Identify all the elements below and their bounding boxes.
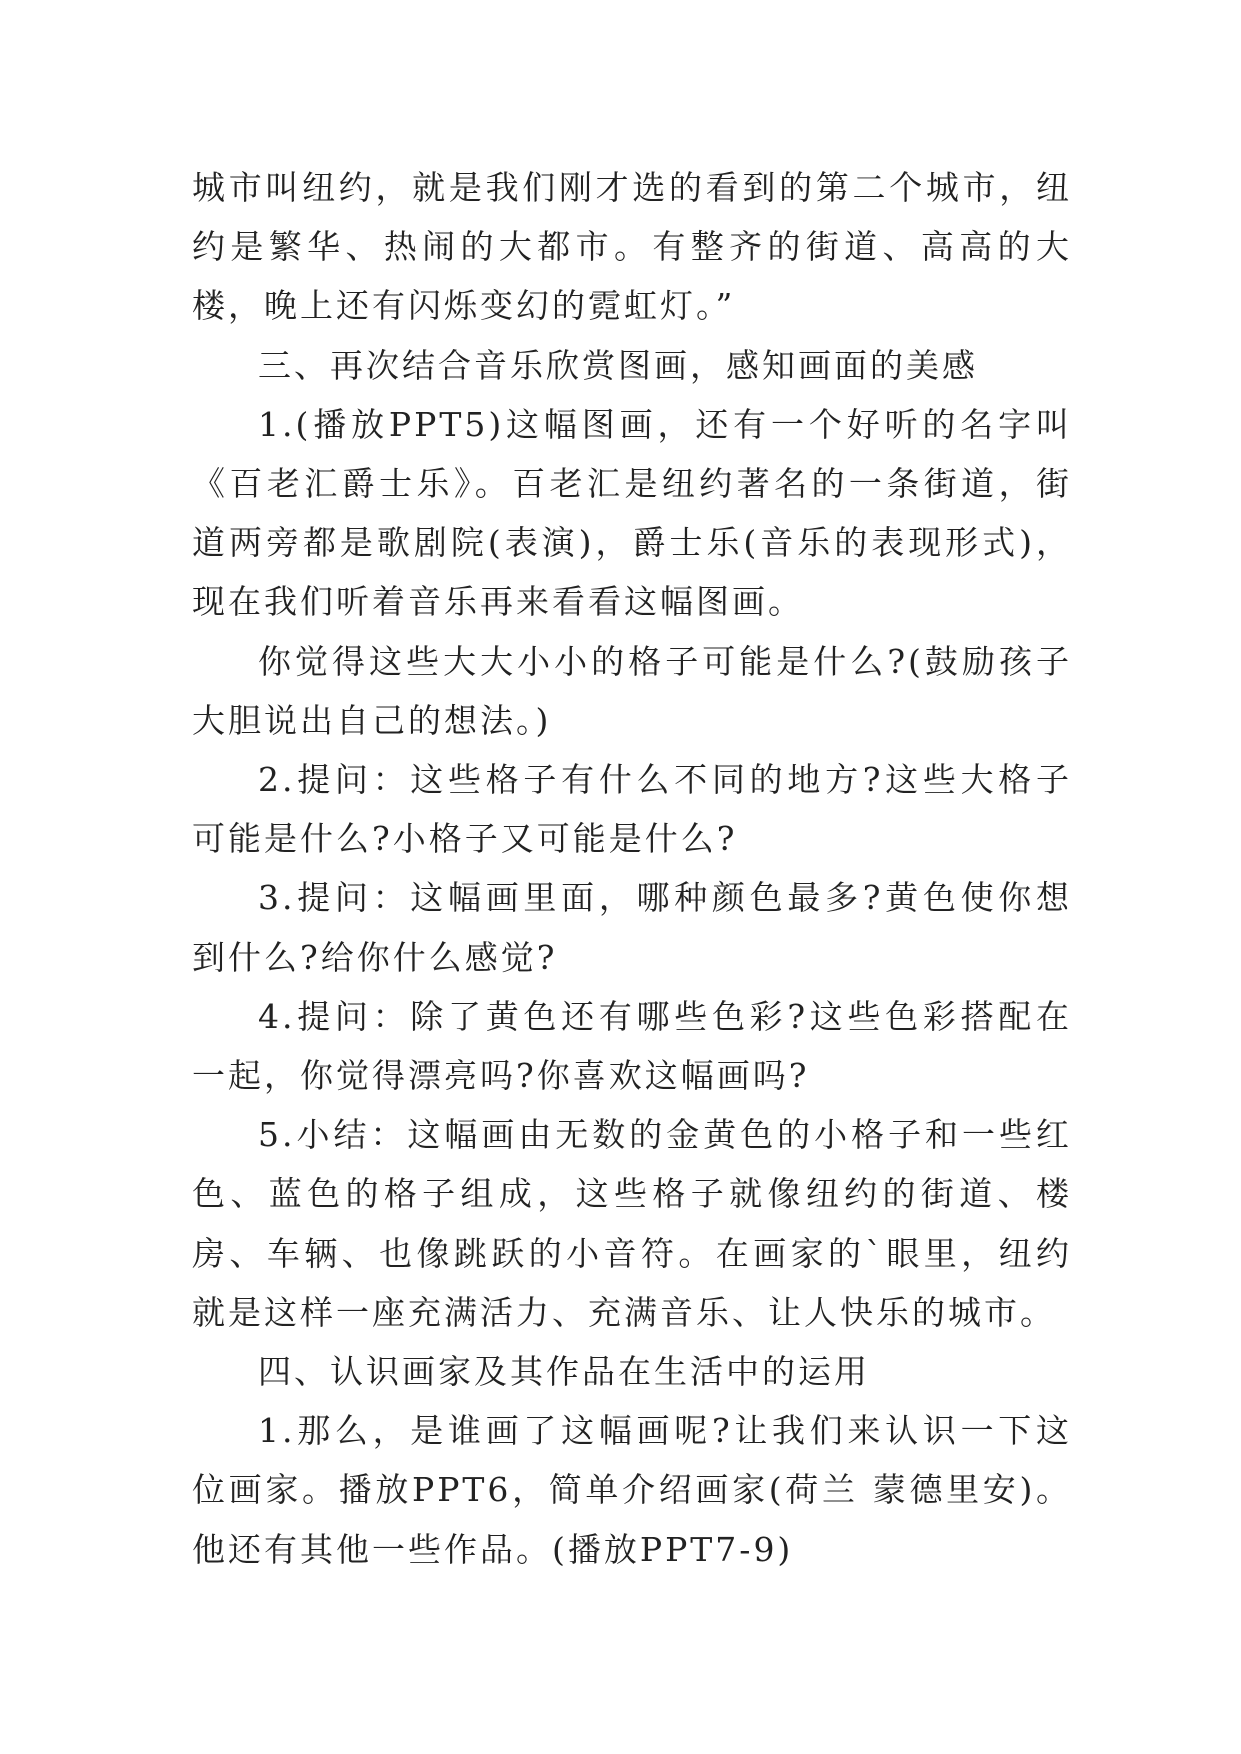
- section-heading-three: 三、再次结合音乐欣赏图画，感知画面的美感: [258, 345, 978, 385]
- paragraph-step-5-summary: 5.小结：这幅画由无数的金黄色的小格子和一些红色、蓝色的格子组成，这些格子就像纽约的街道、楼房、车辆、也像跳跃的小音符。在画家的`眼里，纽约就是这样一座充满活力、充满音乐、让人快乐的城市。: [192, 1115, 1072, 1332]
- paragraph-artist-intro: 1.那么，是谁画了这幅画呢?让我们来认识一下这位画家。播放PPT6，简单介绍画家(荷兰 蒙德里安)。他还有其他一些作品。(播放PPT7-9): [192, 1411, 1072, 1569]
- paragraph-step-3: 3.提问：这幅画里面，哪种颜色最多?黄色使你想到什么?给你什么感觉?: [192, 878, 1072, 977]
- paragraph-step-2: 2.提问：这些格子有什么不同的地方?这些大格子可能是什么?小格子又可能是什么?: [192, 760, 1072, 859]
- paragraph-question: 你觉得这些大大小小的格子可能是什么?(鼓励孩子大胆说出自己的想法。): [192, 641, 1072, 740]
- paragraph-step-1: 1.(播放PPT5)这幅图画，还有一个好听的名字叫《百老汇爵士乐》。百老汇是纽约著名的一条街道，街道两旁都是歌剧院(表演)，爵士乐(音乐的表现形式)，现在我们听着音乐再来看看这幅图画。: [192, 404, 1072, 622]
- section-heading-four: 四、认识画家及其作品在生活中的运用: [258, 1352, 870, 1392]
- paragraph-continuation: 城市叫纽约，就是我们刚才选的看到的第二个城市，纽约是繁华、热闹的大都市。有整齐的街道、高高的大楼，晚上还有闪烁变幻的霓虹灯。”: [192, 168, 1072, 326]
- paragraph-step-4: 4.提问：除了黄色还有哪些色彩?这些色彩搭配在一起，你觉得漂亮吗?你喜欢这幅画吗?: [192, 996, 1072, 1096]
- document-body: [192, 158, 1072, 1579]
